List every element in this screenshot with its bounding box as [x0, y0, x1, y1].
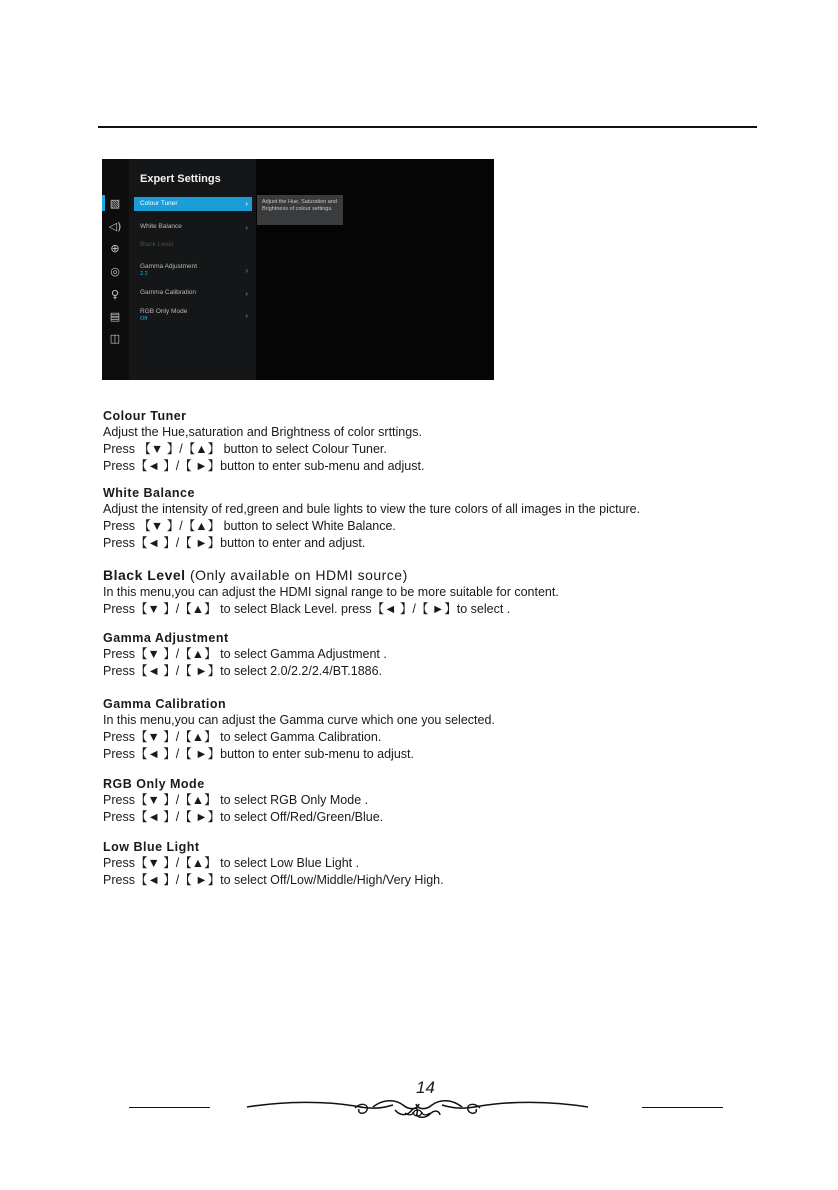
section-heading: Colour Tuner [103, 409, 187, 423]
section-line: Press【▼ 】/【▲】 to select RGB Only Mode . [103, 793, 369, 807]
section-gamma-adjustment [103, 631, 387, 680]
tv-menu-item-value: Off [140, 316, 148, 322]
chevron-right-icon: › [245, 266, 248, 275]
tv-menu-item-label: Gamma Adjustment [140, 263, 198, 270]
tv-menu-screenshot [102, 159, 494, 380]
tv-help-tooltip: Adjust the Hue, Saturation and Brightness of colour settings. [257, 195, 343, 225]
chevron-right-icon: › [245, 289, 248, 298]
section-line: Press【▼ 】/【▲】 to select Black Level. press【◄ 】/【 ►】to select . [103, 602, 511, 616]
section-heading: Gamma Adjustment [103, 631, 229, 645]
tv-menu-item-label: Gamma Calibration [140, 289, 196, 296]
section-heading-note: (Only available on HDMI source) [189, 567, 408, 583]
chevron-right-icon: › [245, 223, 248, 232]
section-black-level [103, 567, 559, 618]
speedometer-icon: ◎ [110, 265, 120, 278]
tv-menu-item-colour-tuner[interactable] [134, 197, 252, 211]
section-gamma-calibration [103, 697, 495, 763]
section-line: Press【◄ 】/【 ►】to select Off/Red/Green/Blue. [103, 810, 384, 824]
picture-icon: ▧ [109, 197, 121, 210]
section-rgb-only-mode [103, 777, 383, 826]
section-low-blue-light [103, 840, 444, 889]
section-line: Press【▼ 】/【▲】 to select Gamma Adjustment . [103, 647, 387, 661]
section-heading-row [103, 567, 559, 584]
globe-icon: ⊕ [110, 242, 120, 255]
list-icon: ▤ [109, 310, 121, 323]
section-line: Press【◄ 】/【 ►】button to enter and adjust. [103, 536, 366, 550]
section-heading: Low Blue Light [103, 840, 200, 854]
section-line: In this menu,you can adjust the Gamma curve which one you selected. [103, 713, 495, 727]
sound-icon: ◁) [108, 220, 122, 233]
tv-menu-item-label: RGB Only Mode [140, 308, 188, 315]
tv-icon: ◫ [109, 332, 121, 345]
section-line: In this menu,you can adjust the HDMI signal range to be more suitable for content. [103, 585, 559, 599]
section-line: Adjust the intensity of red,green and bule lights to view the ture colors of all images in the picture. [103, 502, 641, 516]
section-heading: Gamma Calibration [103, 697, 227, 711]
figure-icon: ♀ [110, 288, 120, 301]
tv-menu-item-label: Black Level [140, 241, 174, 248]
page-number: 14 [416, 1078, 435, 1097]
section-line: Press【◄ 】/【 ►】button to enter sub-menu to adjust. [103, 747, 414, 761]
flourish-ornament-icon [245, 1093, 590, 1121]
footer-rule-left [129, 1107, 210, 1108]
section-line: Adjust the Hue,saturation and Brightness of color srttings. [103, 425, 422, 439]
tv-menu-title: Expert Settings [140, 173, 221, 185]
section-heading: Black Level [103, 567, 186, 583]
tv-menu-item-label: White Balance [140, 223, 182, 230]
tv-menu-item-rgb-only-mode[interactable] [134, 308, 252, 326]
header-rule [98, 126, 757, 128]
tv-settings-menu [129, 159, 256, 380]
tv-menu-item-label: Colour Tuner [140, 200, 178, 207]
tv-menu-item-gamma-adjustment[interactable] [134, 263, 252, 281]
section-line: Press【◄ 】/【 ►】to select 2.0/2.2/2.4/BT.1886. [103, 664, 383, 678]
section-line: Press【▼ 】/【▲】 to select Low Blue Light . [103, 856, 360, 870]
footer-rule-right [642, 1107, 723, 1108]
tv-sidebar [102, 159, 129, 380]
section-line: Press 【▼ 】/【▲】 button to select White Balance. [103, 519, 396, 533]
sidebar-selection-indicator [102, 195, 105, 211]
section-line: Press【◄ 】/【 ►】to select Off/Low/Middle/High/Very High. [103, 873, 444, 887]
section-line: Press 【▼ 】/【▲】 button to select Colour Tuner. [103, 442, 387, 456]
tv-menu-item-value: 2.2 [140, 271, 148, 277]
chevron-right-icon: › [245, 199, 248, 208]
chevron-right-icon: › [245, 311, 248, 320]
section-colour-tuner [103, 409, 424, 475]
section-heading: White Balance [103, 486, 195, 500]
section-heading: RGB Only Mode [103, 777, 205, 791]
section-line: Press【◄ 】/【 ►】button to enter sub-menu and adjust. [103, 459, 425, 473]
section-white-balance [103, 486, 640, 552]
section-line: Press【▼ 】/【▲】 to select Gamma Calibration. [103, 730, 382, 744]
